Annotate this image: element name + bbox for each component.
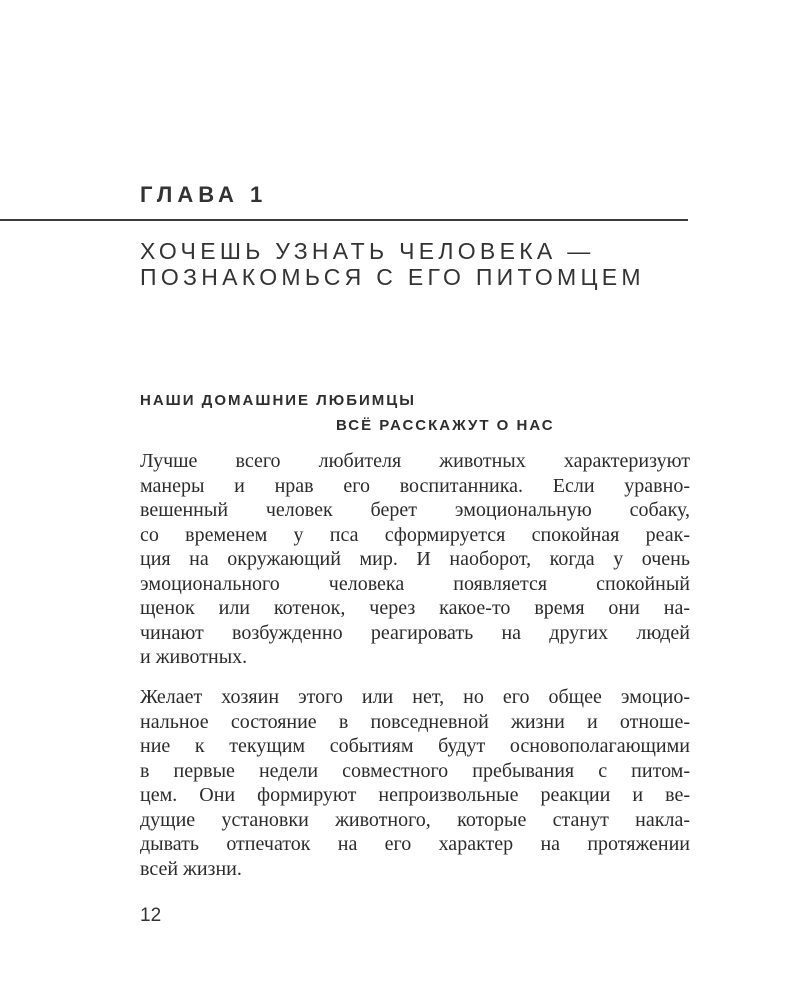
text-line: в первые недели совместного пребывания с питом-: [140, 759, 690, 782]
chapter-title-line: ПОЗНАКОМЬСЯ С ЕГО ПИТОМЦЕМ: [140, 264, 645, 290]
paragraph-1: [140, 449, 690, 670]
text-line: нальное состояние в повседневной жизни и отноше-: [140, 710, 690, 733]
text-line: цем. Они формируют непроизвольные реакции и ве-: [140, 784, 690, 806]
text-line: дывать отпечаток на его характер на протяжении: [140, 833, 690, 855]
text-line: манеры и нрав его воспитанника. Если уравно-: [140, 474, 690, 497]
paragraph-2: [140, 685, 690, 881]
text-line: ция на окружающий мир. И наоборот, когда у очень: [140, 548, 690, 570]
text-line: вешенный человек берет эмоциональную собаку,: [140, 499, 690, 521]
text-line: щенок или котенок, через какое-то время они на-: [140, 597, 690, 619]
chapter-label: ГЛАВА 1: [140, 182, 268, 207]
text-line: Желает хозяин этого или нет, но его общее эмоцио-: [140, 686, 690, 708]
section-heading-line: ВСЁ РАССКАЖУТ О НАС: [336, 417, 555, 434]
text-line: эмоционального человека появляется спокойный: [140, 572, 690, 595]
chapter-title-line: ХОЧЕШЬ УЗНАТЬ ЧЕЛОВЕКА —: [140, 238, 595, 264]
text-line: всей жизни.: [140, 857, 242, 880]
chapter-divider: [0, 219, 688, 221]
text-line: дущие установки животного, которые станут накла-: [140, 808, 690, 831]
text-line: ние к текущим событиям будут основополагающими: [140, 735, 690, 757]
chapter-title: [140, 238, 645, 290]
section-heading-line: НАШИ ДОМАШНИЕ ЛЮБИМЦЫ: [140, 392, 416, 409]
page-number: 12: [140, 905, 162, 926]
text-line: чинают возбужденно реагировать на других людей: [140, 621, 690, 644]
text-line: и животных.: [140, 646, 248, 668]
text-line: Лучше всего любителя животных характеризуют: [140, 450, 690, 472]
text-line: со временем у пса сформируется спокойная реак-: [140, 523, 690, 546]
section-heading: [140, 388, 600, 438]
